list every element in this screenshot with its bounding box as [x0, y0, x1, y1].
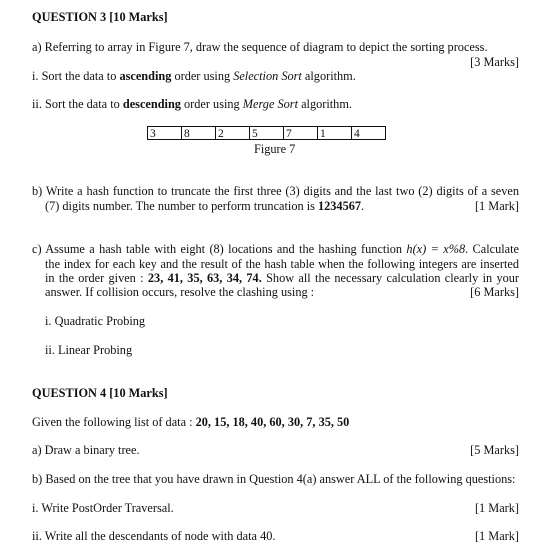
q3a-ii-italic: Merge Sort [242, 97, 298, 111]
q3c-i: i. Quadratic Probing [45, 314, 146, 328]
q3c-line4: answer. If collision occurs, resolve the clashing using : [45, 285, 315, 299]
q3c-line1-post: . Calculate [465, 242, 519, 256]
array-cell: 4 [351, 126, 386, 140]
q3a-ii-bold: descending [122, 97, 181, 111]
q4a-marks: [5 Marks] [470, 443, 519, 457]
array-cell: 8 [181, 126, 216, 140]
q3a-ii-text [32, 97, 352, 112]
q3a-ii-pre: ii. Sort the data to [32, 97, 123, 111]
q4-given [32, 415, 349, 430]
q3b-marks: [1 Mark] [474, 199, 519, 213]
q3b-line2-pre: (7) digits number. The number to perform truncation is [45, 199, 318, 213]
q4-given-pre: Given the following list of data : [32, 415, 196, 429]
q3a-text: a) Referring to array in Figure 7, draw the sequence of diagram to depict the sorting process. [32, 40, 488, 54]
q3a-i-pre: i. Sort the data to [32, 69, 120, 83]
q3a-i-text [32, 69, 356, 84]
q4b-i: i. Write PostOrder Traversal. [32, 501, 174, 515]
figure-caption: Figure 7 [254, 142, 296, 156]
q3a-marks: [3 Marks] [470, 55, 519, 69]
q3a-i-mid: order using [171, 69, 234, 83]
q3c-line3-post: Show all the necessary calculation clearly in your [261, 271, 519, 285]
q3c-line1 [32, 242, 519, 257]
question-3-title: QUESTION 3 [10 Marks] [32, 10, 168, 24]
q3c-line1-pre: c) Assume a hash table with eight (8) locations and the hashing function [32, 242, 407, 256]
array-cell: 3 [147, 126, 182, 140]
question-4-title: QUESTION 4 [10 Marks] [32, 386, 168, 400]
q3c-line2: the index for each key and the result of the hash table when the following integers are inserted [45, 257, 519, 271]
q3a-i-bold: ascending [119, 69, 172, 83]
q3a-i-italic: Selection Sort [233, 69, 302, 83]
q4b-ii: ii. Write all the descendants of node with data 40. [32, 529, 276, 543]
q3c-ii: ii. Linear Probing [45, 343, 133, 357]
q4b-text: b) Based on the tree that you have drawn in Question 4(a) answer ALL of the following questions: [32, 472, 516, 486]
q3b-line2-post: . [361, 199, 365, 213]
q3b-number: 1234567 [317, 199, 362, 213]
q4b-i-marks: [1 Mark] [474, 501, 519, 515]
q4b-ii-marks: [1 Mark] [474, 529, 519, 543]
q3c-marks: [6 Marks] [470, 285, 519, 299]
q3b-line1: b) Write a hash function to truncate the first three (3) digits and the last two (2) digits of a seven [32, 184, 519, 198]
array-cell: 2 [215, 126, 250, 140]
q3a-ii-post: algorithm. [298, 97, 352, 111]
array-cell: 1 [317, 126, 352, 140]
q3b-line2 [45, 199, 364, 214]
q3c-keys: 23, 41, 35, 63, 34, 74. [147, 271, 262, 285]
q3c-hash-function: h(x) = x%8 [406, 242, 466, 256]
q3c-line3 [45, 271, 519, 286]
array-cell: 5 [249, 126, 284, 140]
q3a-ii-mid: order using [180, 97, 243, 111]
q4-data-list: 20, 15, 18, 40, 60, 30, 7, 35, 50 [195, 415, 350, 429]
figure-7-array [147, 126, 385, 141]
q3c-line3-pre: in the order given : [45, 271, 148, 285]
array-cell: 7 [283, 126, 318, 140]
q3a-i-post: algorithm. [301, 69, 356, 83]
q4a-text: a) Draw a binary tree. [32, 443, 140, 457]
